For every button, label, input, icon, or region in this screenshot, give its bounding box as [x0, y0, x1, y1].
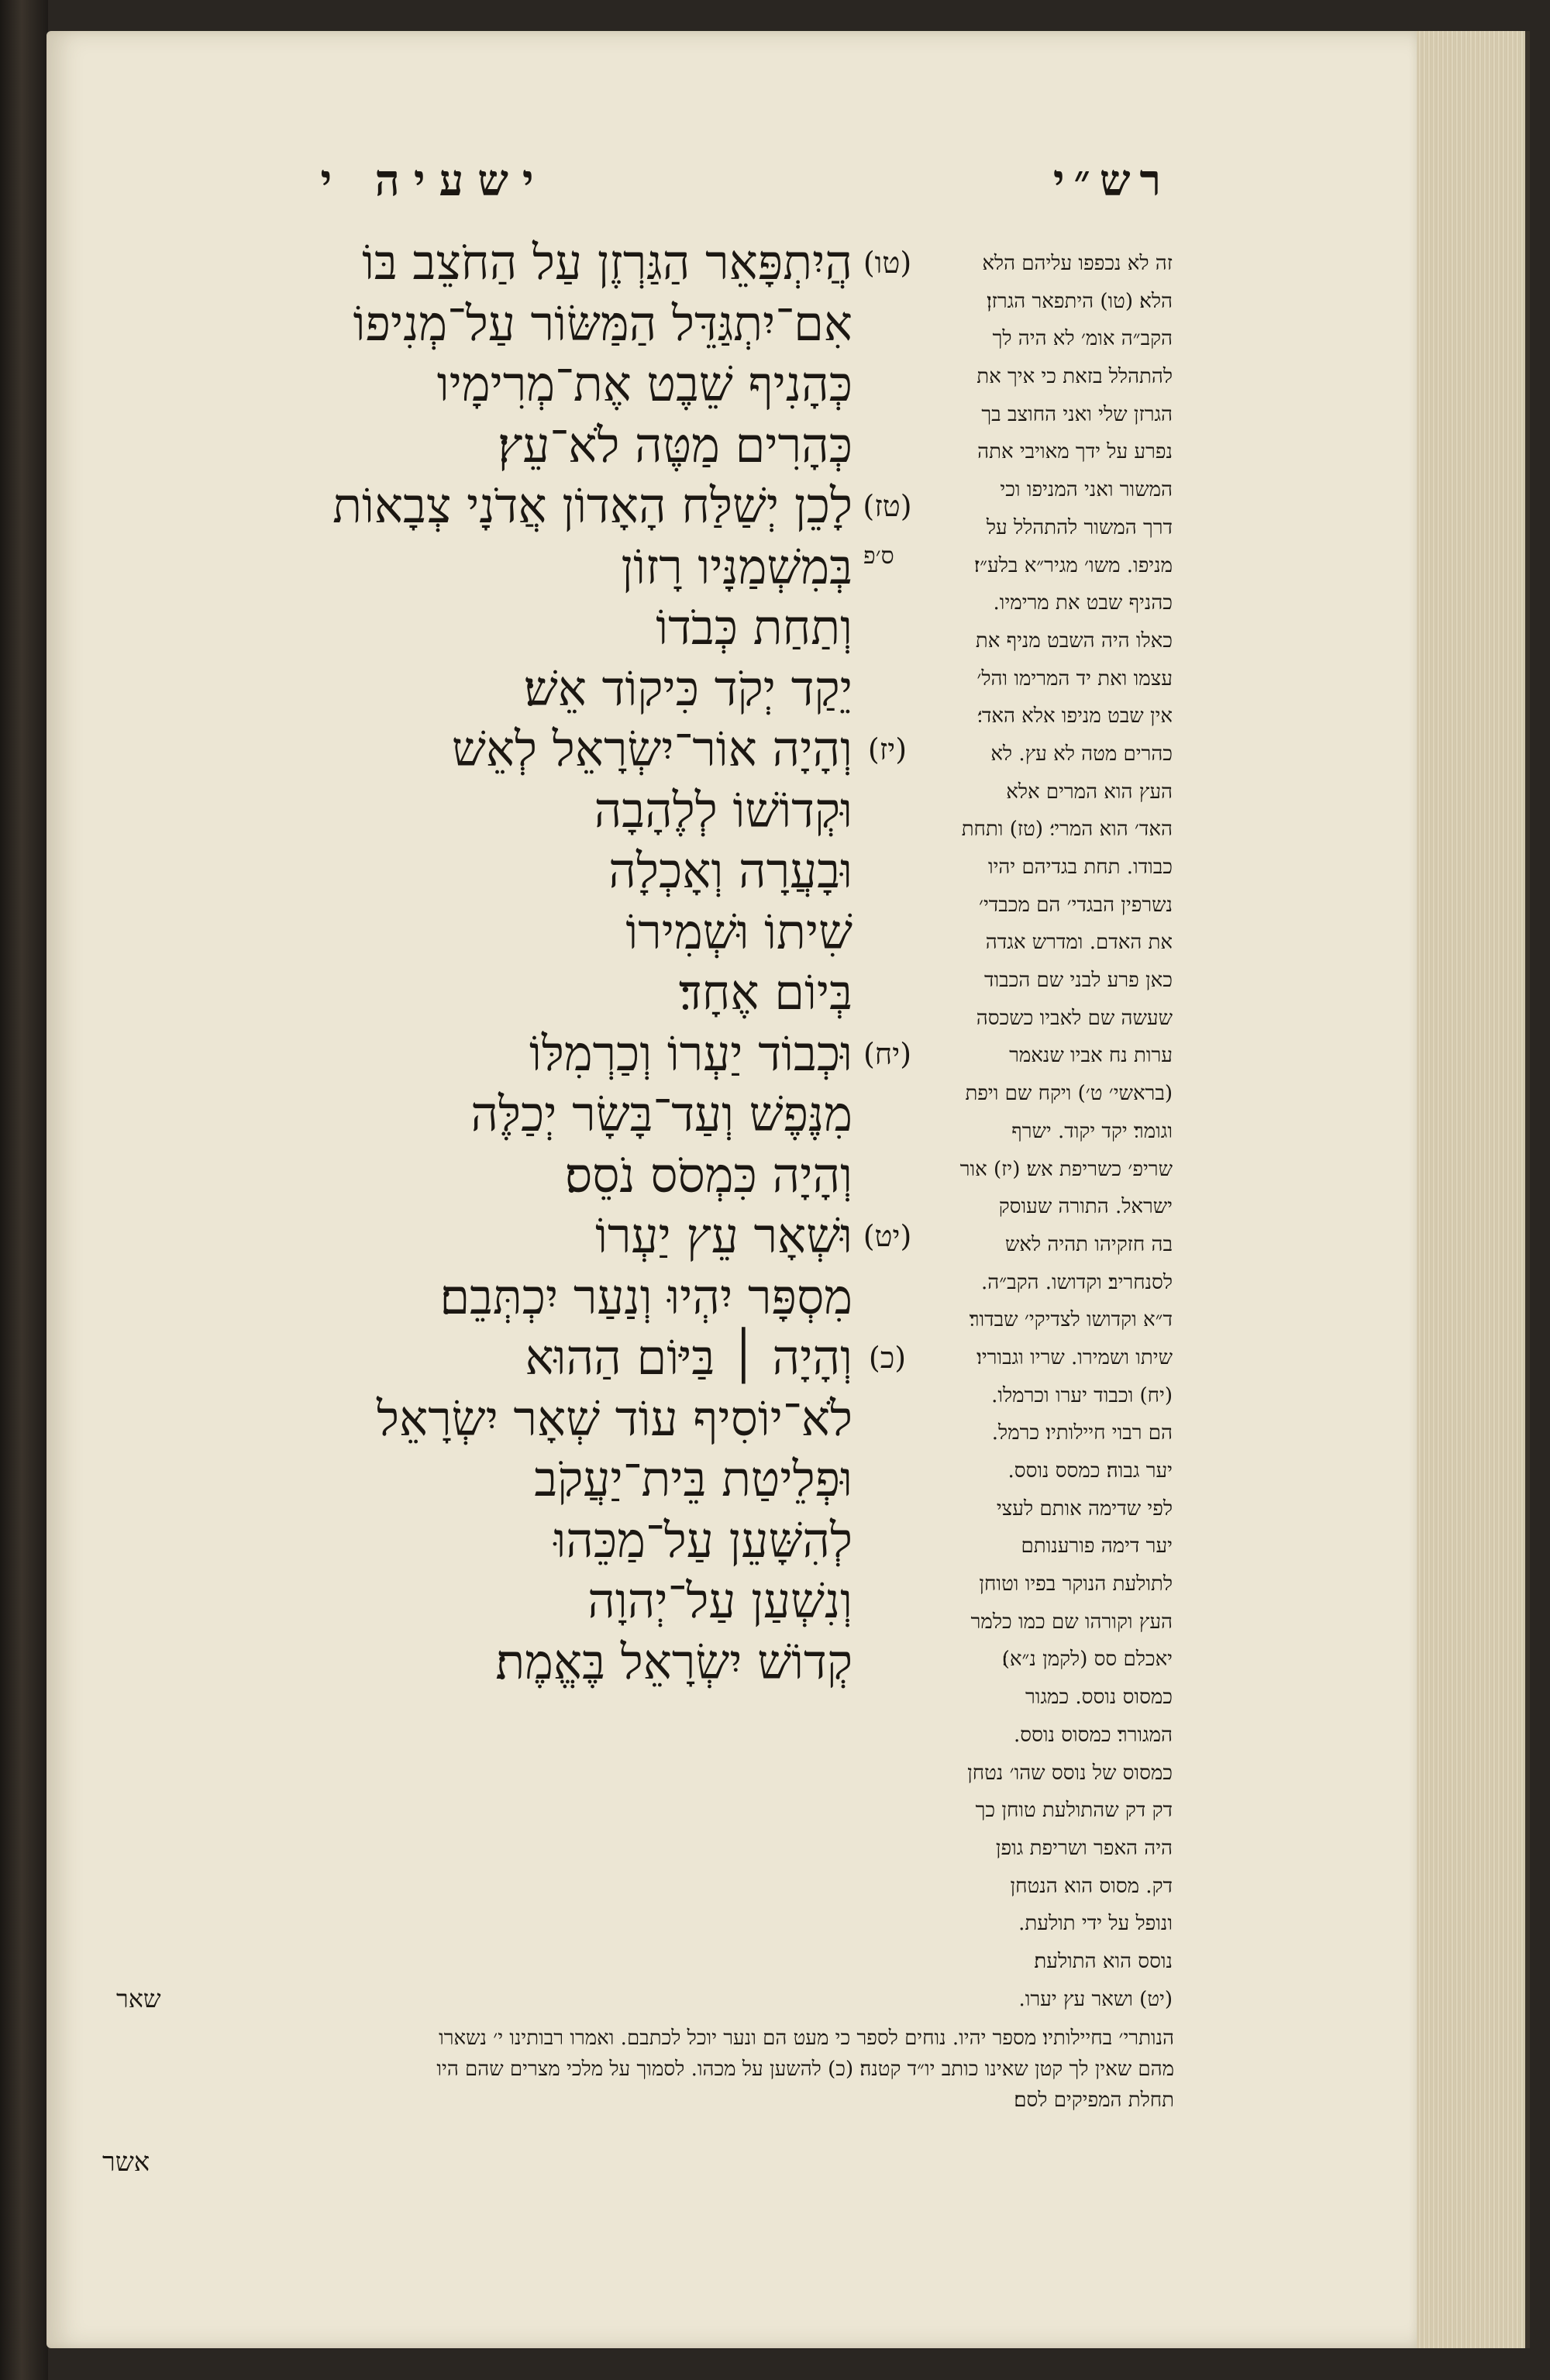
section-marker: ס׳פ	[863, 542, 894, 570]
rashi-commentary-bottom	[74, 2023, 1174, 2116]
page-edges	[1417, 31, 1530, 2348]
rashi-line: זה לא נכפפו עליהם הלא	[982, 252, 1173, 275]
verse-number: (יח)	[863, 1036, 912, 1071]
verse-number: (כ)	[868, 1341, 907, 1375]
rashi-line: (יח) וכבוד יערו וכרמלו.	[991, 1383, 1173, 1407]
rashi-bottom-line: מהם שאין לך קטן שאינו כותב יו״ד קטנה׃ (כ) להשען על מכהו. לסמוך על מלכי מצרים שהם היו	[436, 2058, 1174, 2081]
rashi-commentary	[905, 245, 1173, 2018]
rashi-line: (יט) ושאר עץ יערו.	[1018, 1987, 1173, 2011]
rashi-line: הלא׃ (טו) היתפאר הגרזן׃	[987, 289, 1173, 313]
verse-line	[70, 841, 852, 902]
rashi-line: לתולעת הנוקר בפיו וטוחן	[979, 1572, 1173, 1596]
verse-line	[70, 1389, 852, 1450]
verse-line	[70, 537, 852, 598]
rashi-line: שעשה שם לאביו כשכסה	[976, 1006, 1173, 1030]
verse-text: וְתַחַת כְּבֹדוֹ	[656, 599, 852, 656]
rashi-line: הם רבוי חיילותיו׃ כרמל.	[991, 1421, 1173, 1445]
verse-text: אִם־יִתְגַּדֵּל הַמַּשּׂוֹר עַל־מְנִיפוֹ	[353, 294, 852, 352]
catchword-main: שאר	[116, 1984, 161, 2013]
verse-text: כְּהָנִיף שֵׁבֶט אֶת־מְרִימָיו	[436, 356, 852, 412]
verse-line	[70, 294, 852, 355]
rashi-line: היה האפר ושריפת גופן	[995, 1836, 1173, 1860]
rashi-line: המשור ואני המניפו וכי	[1000, 478, 1173, 502]
verse-text: וּפְלֵיטַת בֵּית־יַעֲקֹב	[534, 1451, 852, 1507]
verse-text: וְהָיָה כִּמְסֹס נֹסֵס׃	[564, 1146, 852, 1204]
verse-line	[70, 354, 852, 415]
verse-text: שִׁיתוֹ וּשְׁמִירוֹ	[625, 903, 852, 960]
verse-text: מִנֶּפֶשׁ וְעַד־בָּשָׂר יְכַלֶּה	[470, 1086, 852, 1142]
book-header: ישעיה י	[320, 155, 548, 206]
book-spine	[0, 0, 48, 2380]
verse-line	[70, 902, 852, 963]
rashi-line: לפי שדימה אותם לעצי	[996, 1497, 1173, 1521]
rashi-bottom-line: הנותרי׳ בחיילותיו׃ מספר יהיו. נוחים לספר כי מעט הם ונער יוכל לכתבם. ואמרו רבותינו י׳ נשארו	[439, 2027, 1174, 2050]
rashi-line: העץ הוא המרים אלא	[1006, 780, 1173, 804]
rashi-line: ערות נח אביו שנאמר	[1009, 1044, 1173, 1068]
verse-line	[70, 1024, 912, 1085]
verse-text: וְהָיָה אוֹר־יִשְׂרָאֵל לְאֵשׁ	[451, 721, 852, 777]
rashi-line: דק. מסוס הוא הנטחן	[1010, 1874, 1173, 1898]
rashi-line: אין שבט מניפו אלא האד׳׃	[976, 704, 1173, 728]
rashi-line: כהרים מטה לא עץ. לא	[990, 742, 1173, 766]
rashi-line: שיתו ושמירו. שריו וגבוריו׃	[976, 1345, 1173, 1369]
verse-line	[70, 659, 852, 720]
verse-line	[70, 963, 852, 1024]
rashi-line: כבודו. תחת בגדיהם יהיו	[987, 856, 1173, 879]
verse-number: (יט)	[863, 1219, 912, 1253]
verse-text: בְּמִשְׁמַנָּיו רָזוֹן	[621, 538, 852, 595]
verse-line	[70, 1267, 852, 1328]
verse-text: וּכְבוֹד יַעְרוֹ וְכַרְמִלּוֹ	[529, 1025, 852, 1082]
rashi-line: המגורר׃ כמסוס נוסס.	[1014, 1723, 1173, 1747]
rashi-line: האד׳ הוא המרי׳׃ (טז) ותחת	[961, 818, 1173, 842]
rashi-line: כהניף שבט את מרימיו.	[993, 591, 1173, 615]
rashi-line: הקב״ה אומ׳ לא היה לך	[992, 327, 1173, 351]
verse-line	[70, 232, 912, 294]
verse-line	[70, 415, 852, 477]
rashi-line: כמסוס נוסס. כמגור	[1025, 1686, 1173, 1710]
rashi-line: בה חזקיהו תהיה לאש	[1004, 1232, 1173, 1256]
rashi-line: נפרע על ידך מאויבי אתה	[977, 440, 1173, 464]
catchword-bottom: אשר	[102, 2147, 150, 2178]
rashi-line: יער גבוה׃ כמסס נוסס.	[1008, 1459, 1173, 1483]
verse-line	[70, 1084, 852, 1145]
rashi-line: וגומר׃ יקד יקוד. ישרף	[1011, 1119, 1173, 1143]
verse-number: (יז)	[867, 732, 908, 766]
rashi-line: כאלו היה השבט מניף את	[975, 629, 1173, 653]
verse-text: מִסְפָּר יִהְיוּ וְנַעַר יִכְתְּבֵם׃	[439, 1268, 852, 1325]
rashi-line: נשרפין הבגדי׳ הם מכבדי׳	[978, 893, 1173, 917]
rashi-line: דרך המשור להתהלל על	[986, 515, 1173, 539]
verse-text: לֹא־יוֹסִיף עוֹד שְׁאָר יִשְׂרָאֵל	[377, 1390, 852, 1447]
verse-text: קְדוֹשׁ יִשְׂרָאֵל בֶּאֱמֶת׃	[495, 1633, 852, 1690]
rashi-line: כמסוס של נוסס שהו׳ נטחן	[967, 1761, 1173, 1785]
verse-text: וּבָעֲרָה וְאָכְלָה	[608, 842, 852, 899]
rashi-header: רש״י	[1052, 155, 1170, 206]
rashi-line: את האדם. ומדרש אגדה	[985, 931, 1173, 955]
rashi-line: ישראל. התורה שעוסק	[998, 1195, 1173, 1219]
rashi-line: הגרזן שלי ואני החוצב בך	[981, 402, 1173, 426]
verse-column	[70, 232, 912, 1693]
rashi-line: דק דק שהתולעת טוחן כך	[975, 1799, 1173, 1823]
verse-text: וּקְדוֹשׁוֹ לְלֶהָבָה	[594, 781, 852, 839]
verse-text: יֵקַד יְקֹד כִּיקוֹד אֵשׁ׃	[523, 660, 852, 717]
verse-line	[70, 598, 852, 659]
verse-number: (טז)	[863, 489, 912, 523]
verse-text: וְנִשְׁעַן עַל־יְהוָה	[587, 1572, 852, 1629]
verse-line	[70, 476, 912, 537]
rashi-line: ונופל על ידי תולעת.	[1018, 1912, 1173, 1936]
verse-text: הֲיִתְפָּאֵר הַגַּרְזֶן עַל הַחֹצֵב בּוֹ	[362, 234, 852, 291]
verse-line	[70, 1449, 852, 1510]
verse-line	[70, 719, 908, 780]
verse-line	[70, 780, 852, 842]
verse-text: וּשְׁאָר עֵץ יַעְרוֹ	[595, 1207, 852, 1264]
rashi-line: כאן פרע לבני שם הכבוד	[983, 969, 1173, 993]
verse-line	[70, 1328, 907, 1389]
verse-line	[70, 1571, 852, 1632]
rashi-line: יער דימה פורענותם	[1021, 1534, 1173, 1559]
rashi-line: שריפ׳ כשריפת אש׃ (יז) אור	[959, 1157, 1173, 1181]
verse-text: לְהִשָּׁעֵן עַל־מַכֵּהוּ	[553, 1511, 852, 1569]
rashi-line: ד״א וקדושו לצדיקי׳ שבדור׃	[969, 1308, 1173, 1332]
verse-line	[70, 1632, 852, 1693]
rashi-line: מניפו. משו׳ מגיר״א בלע״ז׃	[973, 553, 1173, 577]
verse-line	[70, 1206, 912, 1267]
rashi-line: לסנחריב׃ וקדושו. הקב״ה.	[981, 1270, 1173, 1294]
verse-line	[70, 1145, 852, 1207]
rashi-line: (בראשי׳ ט׳) ויקח שם ויפת	[965, 1082, 1173, 1106]
rashi-line: נוסס הוא התולעת׃	[1034, 1949, 1173, 1973]
verse-text: לָכֵן יְשַׁלַּח הָאָדוֹן אֲדֹנָי צְבָאוֹת	[332, 477, 852, 534]
rashi-line: עצמו ואת יד המרימו והל׳	[976, 666, 1173, 691]
verse-text: בְּיוֹם אֶחָד׃	[678, 964, 852, 1021]
verse-line	[70, 1510, 852, 1572]
rashi-line: להתהלל בזאת כי איך את	[976, 365, 1173, 389]
verse-text: וְהָיָה ׀ בַּיּוֹם הַהוּא	[525, 1329, 852, 1386]
rashi-line: העץ וקורהו שם כמו כלמר	[970, 1610, 1173, 1634]
rashi-line: יאכלם סס (לקמן נ״א)׃	[1001, 1648, 1173, 1672]
verse-text: כְּהָרִים מַטֶּה לֹא־עֵץ׃	[498, 416, 852, 474]
rashi-bottom-line: תחלת המפיקים לסם׃	[1014, 2089, 1174, 2112]
verse-number: (טו)	[863, 246, 912, 280]
